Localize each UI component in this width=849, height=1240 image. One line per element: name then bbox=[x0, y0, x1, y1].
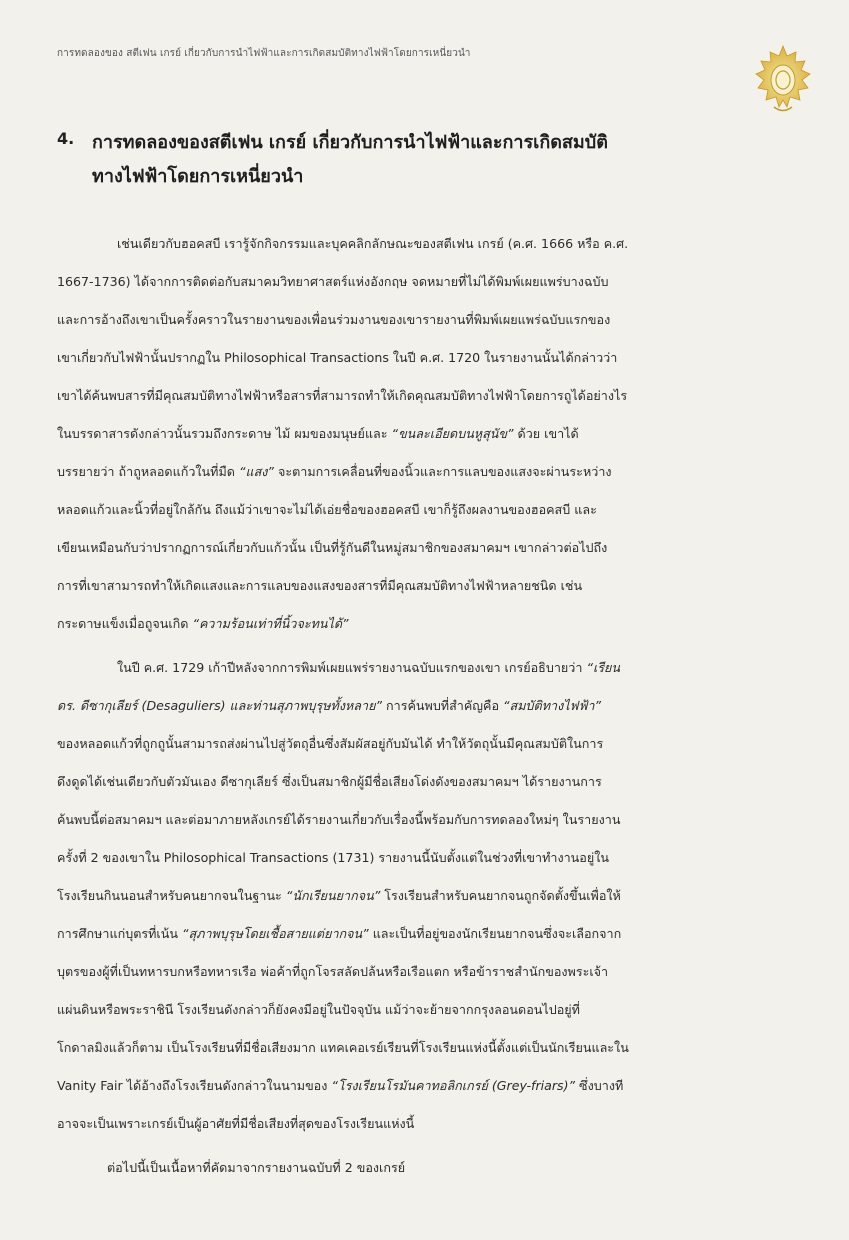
text-run: โกดาลมิงแล้วก็ตาม เป็นโรงเรียนที่มีชื่อเสียงมาก แทคเคอเรย์เรียนที่โรงเรียนแห่งนี้ตั้งแต่เป็นนักเรียนและใน bbox=[57, 1040, 629, 1055]
text-run: และเป็นที่อยู่ของนักเรียนยากจนซึ่งจะเลือกจาก bbox=[368, 926, 622, 941]
text-run: Vanity Fair ได้อ้างถึงโรงเรียนดังกล่าวในนามของ bbox=[57, 1078, 332, 1093]
paragraph-line bbox=[57, 567, 817, 605]
paragraph-line bbox=[57, 763, 817, 801]
paragraph-line bbox=[57, 915, 817, 953]
paragraph-line bbox=[57, 953, 817, 991]
quoted-text: “ขนละเอียดบนหูสุนัข” bbox=[391, 426, 514, 441]
text-run: ต่อไปนี้เป็นเนื้อหาที่คัดมาจากรายงานฉบับที่ 2 ของเกรย์ bbox=[107, 1160, 406, 1175]
quoted-text: “สุภาพบุรุษโดยเชื้อสายแต่ยากจน” bbox=[181, 926, 369, 941]
text-run: การที่เขาสามารถทำให้เกิดแสงและการแลบของแสงของสารที่มีคุณสมบัติทางไฟฟ้าหลายชนิด เช่น bbox=[57, 578, 583, 593]
paragraph-line bbox=[57, 1067, 817, 1105]
text-run: จะตามการเคลื่อนที่ของนิ้วและการแลบของแสงจะผ่านระหว่าง bbox=[273, 464, 612, 479]
paragraph-line bbox=[57, 339, 817, 377]
quoted-text: “เรียน bbox=[586, 660, 621, 675]
running-header: การทดลองของ สตีเฟน เกรย์ เกี่ยวกับการนำไฟฟ้าและการเกิดสมบัติทางไฟฟ้าโดยการเหนี่ยวนำ bbox=[57, 48, 471, 59]
paragraph-line bbox=[57, 649, 817, 687]
quoted-text: “โรงเรียนโรมันคาทอลิกเกรย์ (Grey-friars)” bbox=[331, 1078, 576, 1093]
text-run: อาจจะเป็นเพราะเกรย์เป็นผู้อาศัยที่มีชื่อเสียงที่สุดของโรงเรียนแห่งนี้ bbox=[57, 1116, 415, 1131]
heading-line: การทดลองของสตีเฟน เกรย์ เกี่ยวกับการนำไฟฟ้าและการเกิดสมบัติ bbox=[92, 132, 608, 153]
text-run: เขาเกี่ยวกับไฟฟ้านั้นปรากฏใน Philosophical Transactions ในปี ค.ศ. 1720 ในรายงานนั้นได้กล่าวว่า bbox=[57, 350, 618, 365]
paragraph-line bbox=[57, 263, 817, 301]
heading-line: ทางไฟฟ้าโดยการเหนี่ยวนำ bbox=[92, 166, 304, 187]
text-run: ในปี ค.ศ. 1729 เก้าปีหลังจากการพิมพ์เผยแพร่รายงานฉบับแรกของเขา เกรย์อธิบายว่า bbox=[117, 660, 587, 675]
text-run: ในบรรดาสารดังกล่าวนั้นรวมถึงกระดาษ ไม้ ผมของมนุษย์และ bbox=[57, 426, 392, 441]
paragraph-line bbox=[57, 839, 817, 877]
paragraph-line bbox=[57, 1029, 817, 1067]
paragraph-line bbox=[57, 1149, 817, 1187]
paragraph-line bbox=[57, 801, 817, 839]
text-run: กระดาษแข็งเมื่อถูจนเกิด bbox=[57, 616, 193, 631]
text-run: โรงเรียนกินนอนสำหรับคนยากจนในฐานะ bbox=[57, 888, 286, 903]
text-run: ด้วย เขาได้ bbox=[513, 426, 579, 441]
text-run: หลอดแก้วและนิ้วที่อยู่ใกล้กัน ถึงแม้ว่าเขาจะไม่ได้เอ่ยชื่อของฮอคสบี เขาก็รู้ถึงผลงานของฮอคสบี และ bbox=[57, 502, 597, 517]
text-run: 1667-1736) ได้จากการติดต่อกับสมาคมวิทยาศาสตร์แห่งอังกฤษ จดหมายที่ไม่ได้พิมพ์เผยแพร่บางฉบับ bbox=[57, 274, 609, 289]
text-run: การศึกษาแก่บุตรที่เน้น bbox=[57, 926, 182, 941]
text-run: โรงเรียนสำหรับคนยากจนถูกจัดตั้งขึ้นเพื่อให้ bbox=[380, 888, 621, 903]
quoted-text: ดร. ดีซากุเลียร์ (Desaguliers) และท่านสุภาพบุรุษทั้งหลาย” bbox=[57, 698, 383, 713]
text-run: ครั้งที่ 2 ของเขาใน Philosophical Transactions (1731) รายงานนี้นับตั้งแต่ในช่วงที่เขาทำงานอยู่ใน bbox=[57, 850, 609, 865]
text-run: และการอ้างถึงเขาเป็นครั้งคราวในรายงานของเพื่อนร่วมงานของเขารายงานที่พิมพ์เผยแพร่ฉบับแรกของ bbox=[57, 312, 611, 327]
text-run: ค้นพบนี้ต่อสมาคมฯ และต่อมาภายหลังเกรย์ได้รายงานเกี่ยวกับเรื่องนี้พร้อมกับการทดลองใหม่ๆ ในรายงาน bbox=[57, 812, 621, 827]
paragraph-line bbox=[57, 491, 817, 529]
paragraph-line bbox=[57, 453, 817, 491]
paragraph-line bbox=[57, 1105, 817, 1143]
text-run: ซึ่งบางที bbox=[575, 1078, 624, 1093]
quoted-text: “สมบัติทางไฟฟ้า” bbox=[503, 698, 601, 713]
seal-emblem-icon bbox=[752, 44, 814, 116]
text-run: บรรยายว่า ถ้าถูหลอดแก้วในที่มืด bbox=[57, 464, 239, 479]
quoted-text: “นักเรียนยากจน” bbox=[285, 888, 381, 903]
paragraph-line bbox=[57, 605, 817, 643]
text-run: เขียนเหมือนกับว่าปรากฏการณ์เกี่ยวกับแก้วนั้น เป็นที่รู้กันดีในหมู่สมาชิกของสมาคมฯ เขากล่าวต่อไปถึง bbox=[57, 540, 608, 555]
paragraph-line bbox=[57, 877, 817, 915]
text-run: การค้นพบที่สำคัญคือ bbox=[382, 698, 504, 713]
quoted-text: “แสง” bbox=[238, 464, 274, 479]
paragraph-line bbox=[57, 725, 817, 763]
text-run: ของหลอดแก้วที่ถูกถูนั้นสามารถส่งผ่านไปสู่วัตถุอื่นซึ่งสัมผัสอยู่กับมันได้ ทำให้วัตถุนั้นมีคุณสมบัติในการ bbox=[57, 736, 604, 751]
text-run: แผ่นดินหรือพระราชินี โรงเรียนดังกล่าวก็ยังคงมีอยู่ในปัจจุบัน แม้ว่าจะย้ายจากกรุงลอนดอนไปอยู่ที่ bbox=[57, 1002, 580, 1017]
text-run: เช่นเดียวกับฮอคสบี เรารู้จักกิจกรรมและบุคคลิกลักษณะของสตีเฟน เกรย์ (ค.ศ. 1666 หรือ ค.ศ. bbox=[117, 236, 629, 251]
paragraph-line bbox=[57, 991, 817, 1029]
paragraph-line bbox=[57, 225, 817, 263]
paragraph-line bbox=[57, 377, 817, 415]
section-number: 4. bbox=[57, 129, 75, 148]
paragraph-line bbox=[57, 687, 817, 725]
section-heading bbox=[57, 126, 817, 194]
paragraph-line bbox=[57, 415, 817, 453]
body-text bbox=[57, 225, 817, 1187]
paragraph-line bbox=[57, 529, 817, 567]
quoted-text: “ความร้อนเท่าที่นิ้วจะทนได้” bbox=[192, 616, 349, 631]
text-run: บุตรของผู้ที่เป็นทหารบกหรือทหารเรือ พ่อค้าที่ถูกโจรสลัดปล้นหรือเรือแตก หรือข้าราชสำนักของพระเจ้า bbox=[57, 964, 609, 979]
text-run: ดึงดูดได้เช่นเดียวกับตัวมันเอง ดีซากุเลียร์ ซึ่งเป็นสมาชิกผู้มีชื่อเสียงโด่งดังของสมาคมฯ ได้รายงานการ bbox=[57, 774, 602, 789]
text-run: เขาได้ค้นพบสารที่มีคุณสมบัติทางไฟฟ้าหรือสารที่สามารถทำให้เกิดคุณสมบัติทางไฟฟ้าโดยการถูได้อย่างไร bbox=[57, 388, 628, 403]
paragraph-line bbox=[57, 301, 817, 339]
